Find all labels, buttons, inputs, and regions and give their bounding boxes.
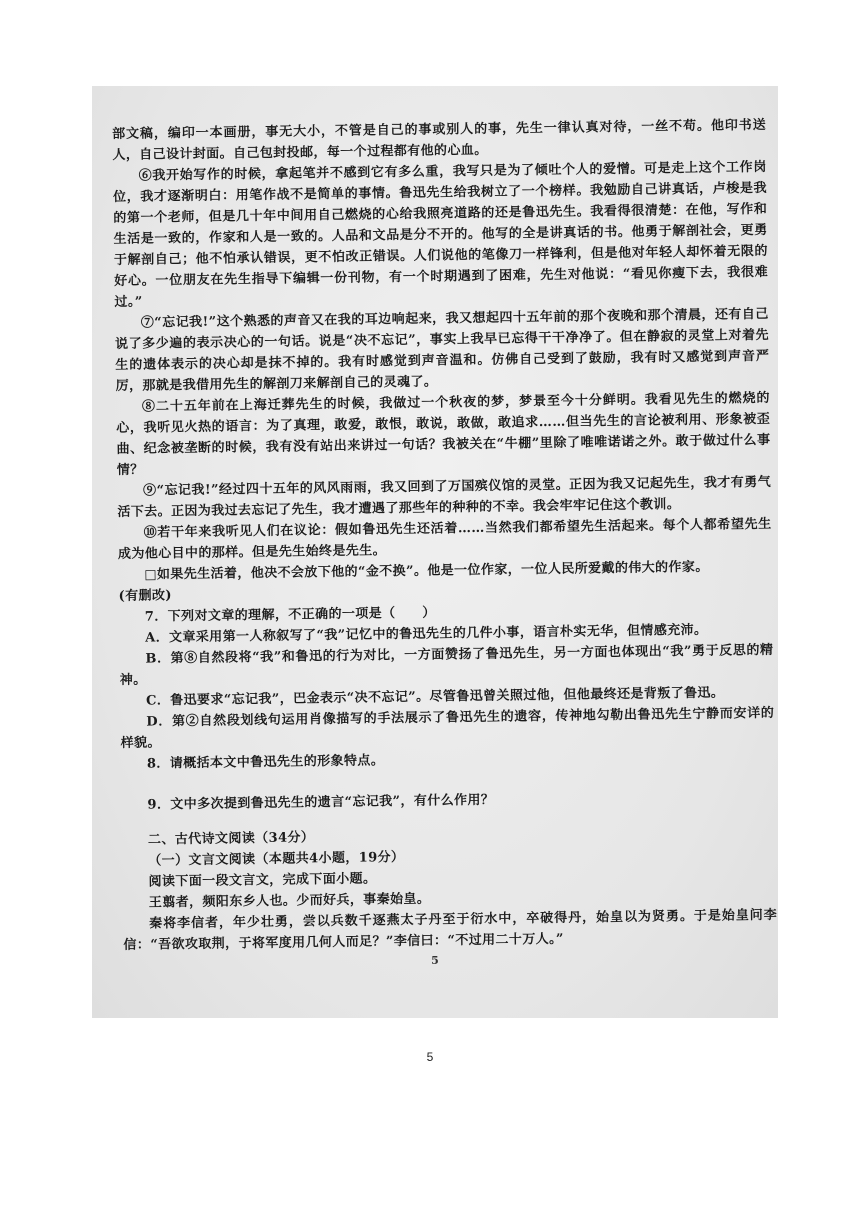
- paragraph: 7．下列对文章的理解，不正确的一项是（ ）: [144, 605, 436, 625]
- scanned-page: [92, 86, 778, 1018]
- paragraph: 二、古代诗文阅读（34分）: [147, 830, 315, 848]
- paragraph: □如果先生活着，他决不会放下他的“金不换”。他是一位作家，一位人民所爱戴的伟大的作家。: [144, 559, 709, 583]
- scan-page-number: 5: [431, 954, 439, 967]
- page-number: 5: [426, 1050, 434, 1064]
- paragraph: C．鲁迅要求“忘记我”，巴金表示“决不忘记”。尽管鲁迅曾关照过他，但他最终还是背叛了鲁迅。: [145, 685, 725, 709]
- paragraph: ⑦“忘记我!”这个熟悉的声音又在我的耳边响起来，我又想起四十五年前的那个夜晚和那个清晨，还有自己说了多少遍的表示决心的一句话。说是“决不忘记”，事实上我早已忘得干干净净了。但在静寂的灵堂上对着先生的遗体表示的决心却是抹不掉的。我有时感觉到声音温和。仿佛自己受到了鼓励，我有时又感觉到声音严厉，那就是我借用先生的解剖刀来解剖自己的灵魂了。: [114, 306, 770, 394]
- paragraph: 阅读下面一段文言文，完成下面小题。: [148, 871, 377, 890]
- paragraph: 秦将李信者，年少壮勇，尝以兵数千逐燕太子丹至于衍水中，卒破得丹，始皇以为贤勇。于是始皇问李信：“吾欲攻取荆，于将军度用几何人而足？”李信曰：“不过用二十万人。”: [123, 907, 778, 953]
- paragraph: A．文章采用第一人称叙写了“我”记忆中的鲁迅先生的几件小事，语言朴实无华，但情感充沛。: [145, 622, 708, 646]
- paragraph: 部文稿，编印一本画册，事无大小，不管是自己的事或别人的事，先生一律认真对待，一丝不苟。他印书送人，自己设计封面。自己包封投邮，每一个过程都有他的心血。: [112, 117, 767, 163]
- paragraph: （一）文言文阅读（本题共4小题，19分）: [148, 849, 405, 869]
- paragraph: 9．文中多次提到鲁迅先生的遗言“忘记我”，有什么作用？: [147, 792, 495, 813]
- paragraph: 8．请概括本文中鲁迅先生的形象特点。: [146, 753, 385, 772]
- paragraph: (有删改): [118, 588, 173, 604]
- paragraph: ⑨“忘记我!”经过四十五年的风风雨雨，我又回到了万国殡仪馆的灵堂。正因为我又记起先生，我才有勇气活下去。正因为我过去忘记了先生，我才遭遇了那些年的种种的不幸。我会牢牢记住这个教训。: [117, 474, 772, 520]
- paragraph: ⑥我开始写作的时候，拿起笔并不感到它有多么重，我写只是为了倾吐个人的爱憎。可是走上这个工作岗位，我才逐渐明白：用笔作战不是简单的事情。鲁迅先生给我树立了一个榜样。我勉励自己讲真话，卢梭是我的第一个老师，但是几十年中间用自己燃烧的心给我照亮道路的还是鲁迅先生。我看得很清楚：在他，写作和生活是一致的，作家和人是一致的。人品和文品是分不开的。他写的全是讲真话的书。他勇于解剖社会，更勇于解剖自己；他不怕承认错误，更不怕改正错误。人们说他的笔像刀一样锋利，但是他对年轻人却怀着无限的好心。一位朋友在先生指导下编辑一份刊物，有一个时期遇到了困难，先生对他说：“看见你瘦下去，我很难过。”: [112, 159, 769, 310]
- paragraph: ⑧二十五年前在上海迁葬先生的时候，我做过一个秋夜的梦，梦景至今十分鲜明。我看见先生的燃烧的心，我听见火热的语言：为了真理，敢爱，敢恨，敢说，敢做，敢追求……但当先生的言论被利用、形象被歪曲、纪念被垄断的时候，我有没有站出来讲过一句话？我被关在“牛棚”里除了唯唯诺诺之外。敢于做过什么事情？: [116, 390, 771, 478]
- paragraph: ⑩若干年来我听见人们在议论：假如鲁迅先生还活着……当然我们都希望先生活起来。每个人都希望先生成为他心目中的那样。但是先生始终是先生。: [117, 516, 772, 562]
- document-text: [112, 115, 778, 956]
- paragraph: D．第②自然段划线句运用肖像描写的手法展示了鲁迅先生的遗容，传神地勾勒出鲁迅先生宁静而安详的样貌。: [120, 705, 775, 751]
- paragraph: B．第⑧自然段将“我”和鲁迅的行为对比，一方面赞扬了鲁迅先生，另一方面也体现出“我”勇于反思的精神。: [119, 642, 774, 688]
- paragraph: 王翦者，频阳东乡人也。少而好兵，事秦始皇。: [148, 891, 431, 911]
